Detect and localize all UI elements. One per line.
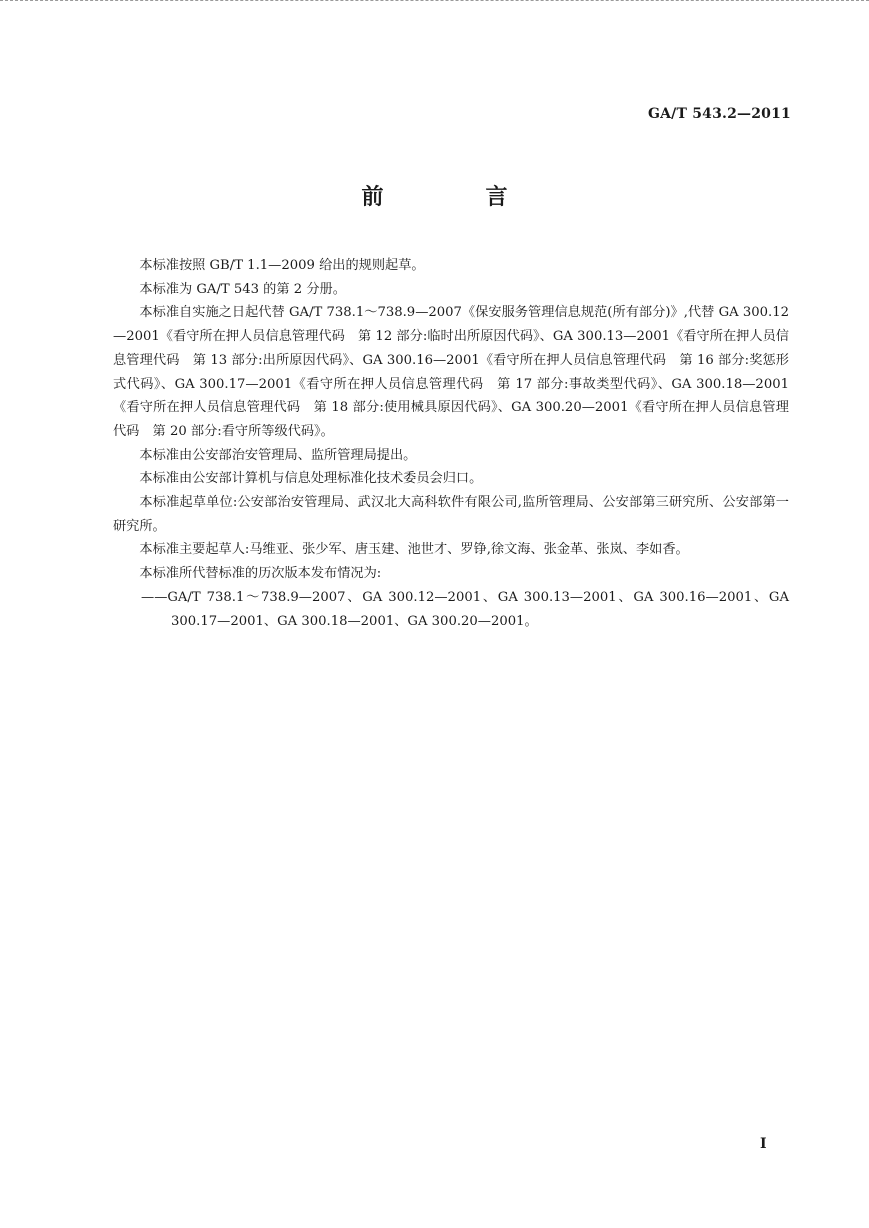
paragraph-centralized-by: 本标准由公安部计算机与信息处理标准化技术委员会归口。 bbox=[139, 471, 483, 487]
standard-number: GA/T 543.2—2011 bbox=[647, 106, 791, 122]
page-top-border bbox=[0, 0, 869, 4]
paragraph-drafting-units: 本标准起草单位:公安部治安管理局、武汉北大高科软件有限公司,监所管理局、公安部第三研究所、公安部第一研究所。 bbox=[113, 495, 789, 534]
history-list-item: ——GA/T 738.1～738.9—2007、GA 300.12—2001、GA 300.13—2001、GA 300.16—2001、GA 300.17—2001、GA 300.18—2001、GA 300.20—2001。 bbox=[141, 589, 789, 629]
page-number: I bbox=[760, 1136, 767, 1152]
paragraph-volume: 本标准为 GA/T 543 的第 2 分册。 bbox=[139, 281, 346, 297]
paragraph-replaces: 本标准自实施之日起代替 GA/T 738.1～738.9—2007《保安服务管理信息规范(所有部分)》,代替 GA 300.12—2001《看守所在押人员信息管理代码 第 12 部分:临时出所原因代码》、GA 300.13—2001《看守所在押人员信息管理代码 第 13 部分:出所原因代码》、GA 300.16—2001《看守所在押人员信息管理代码 第 16 部分:奖惩形式代码》、GA 300.17—2001《看守所在押人员信息管理代码 第 17 部分:事故类型代码》、GA 300.18—2001《看守所在押人员信息管理代码 第 18 部分:使用械具原因代码》、GA 300.20—2001《看守所在押人员信息管理代码 第 20 部分:看守所等级代码》。 bbox=[113, 305, 789, 439]
paragraph-drafters: 本标准主要起草人:马维亚、张少军、唐玉建、池世才、罗铮,徐文海、张金革、张岚、李如香。 bbox=[139, 542, 689, 558]
foreword-body bbox=[113, 254, 789, 633]
page-title: 前 言 bbox=[361, 185, 548, 210]
paragraph-drafting-rules: 本标准按照 GB/T 1.1—2009 给出的规则起草。 bbox=[139, 258, 425, 273]
paragraph-history-intro: 本标准所代替标准的历次版本发布情况为: bbox=[139, 566, 382, 582]
paragraph-proposed-by: 本标准由公安部治安管理局、监所管理局提出。 bbox=[139, 447, 417, 463]
